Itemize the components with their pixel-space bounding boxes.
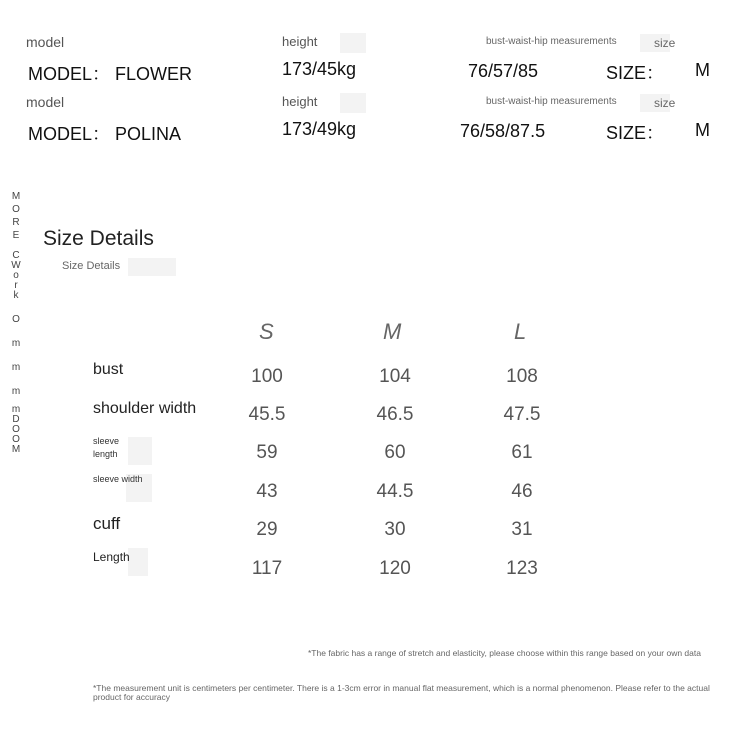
model-name-1: MODEL： FLOWER (28, 64, 193, 84)
model-size-2: M (695, 120, 710, 140)
side-letter: m (11, 386, 21, 397)
height-header-label-1: height (282, 34, 318, 49)
measurements-header-label-2: bust-waist-hip measurements (486, 96, 617, 107)
model-measurements-1: 76/57/85 (468, 61, 539, 81)
cell-shoulder-m: 46.5 (376, 404, 414, 425)
model-height-1: 173/45kg (282, 59, 357, 79)
model-height-2: 173/49kg (282, 119, 357, 139)
row-label-shoulder-width: shoulder width (93, 400, 197, 417)
side-letter: r (14, 280, 18, 291)
model-measurements-2: 76/58/87.5 (460, 121, 546, 141)
cell-sleeve-width-m: 44.5 (376, 481, 414, 502)
vertical-side-text (10, 192, 22, 455)
cell-bust-m: 104 (379, 366, 411, 387)
size-column-l: L (514, 319, 527, 344)
side-letter: m (11, 404, 21, 415)
height-header-label-2: height (282, 94, 318, 109)
side-letter: m (11, 362, 21, 373)
size-details-subtitle: Size Details (62, 260, 121, 272)
cell-length-s: 117 (251, 558, 283, 579)
side-letter: O (12, 424, 20, 435)
cell-cuff-s: 29 (256, 519, 278, 540)
cell-sleeve-width-s: 43 (256, 481, 278, 502)
measurements-header-label-1: bust-waist-hip measurements (486, 36, 617, 47)
model-header-label-2: model (26, 94, 65, 110)
cell-shoulder-s: 45.5 (248, 404, 286, 425)
cell-shoulder-l: 47.5 (503, 404, 541, 425)
model-header-label-1: model (26, 34, 65, 50)
model-size-label-2: SIZE： (606, 123, 665, 143)
measurement-unit-note: *The measurement unit is centimeters per centimeter. There is a 1-3cm error in manual flat measurement, which is a normal phenomenon. Please refer to the actual product for accuracy (93, 683, 710, 702)
cell-length-l: 123 (506, 558, 538, 579)
row-label-length: Length (93, 550, 130, 564)
size-header-label-1: size (654, 36, 676, 50)
cell-sleeve-length-s: 59 (256, 442, 278, 463)
row-label-cuff: cuff (93, 514, 121, 533)
side-letter: k (13, 290, 19, 301)
cell-bust-s: 100 (251, 366, 283, 387)
row-label-sleeve-width: sleeve width (93, 474, 143, 484)
cell-length-m: 120 (379, 558, 411, 579)
side-letter: C (12, 250, 20, 261)
cell-sleeve-length-m: 60 (384, 442, 406, 463)
cell-sleeve-width-l: 46 (511, 481, 533, 502)
model-size-label-1: SIZE： (606, 63, 665, 83)
model-size-1: M (695, 60, 710, 80)
side-letter: R (12, 217, 20, 228)
side-letter: E (12, 230, 20, 241)
size-details-title: Size Details (43, 227, 154, 250)
row-label-bust: bust (93, 361, 124, 378)
side-letter: o (13, 270, 19, 281)
side-letter: D (12, 414, 20, 425)
size-column-s: S (259, 319, 274, 344)
side-letter: W (11, 260, 21, 271)
side-letter: O (12, 204, 20, 215)
cell-bust-l: 108 (506, 366, 538, 387)
row-label-sleeve-length: sleeve length (93, 436, 120, 459)
cell-sleeve-length-l: 61 (511, 442, 533, 463)
model-name-2: MODEL： POLINA (28, 124, 182, 144)
cell-cuff-m: 30 (384, 519, 406, 540)
side-letter: M (11, 191, 21, 202)
side-letter: m (11, 338, 21, 349)
side-letter: O (12, 434, 20, 445)
cell-cuff-l: 31 (511, 519, 533, 540)
size-column-m: M (383, 319, 402, 344)
side-letter: O (12, 314, 20, 325)
size-header-label-2: size (654, 96, 676, 110)
side-letter: M (11, 444, 21, 455)
fabric-stretch-note: *The fabric has a range of stretch and elasticity, please choose within this range based on your own data (308, 648, 701, 658)
